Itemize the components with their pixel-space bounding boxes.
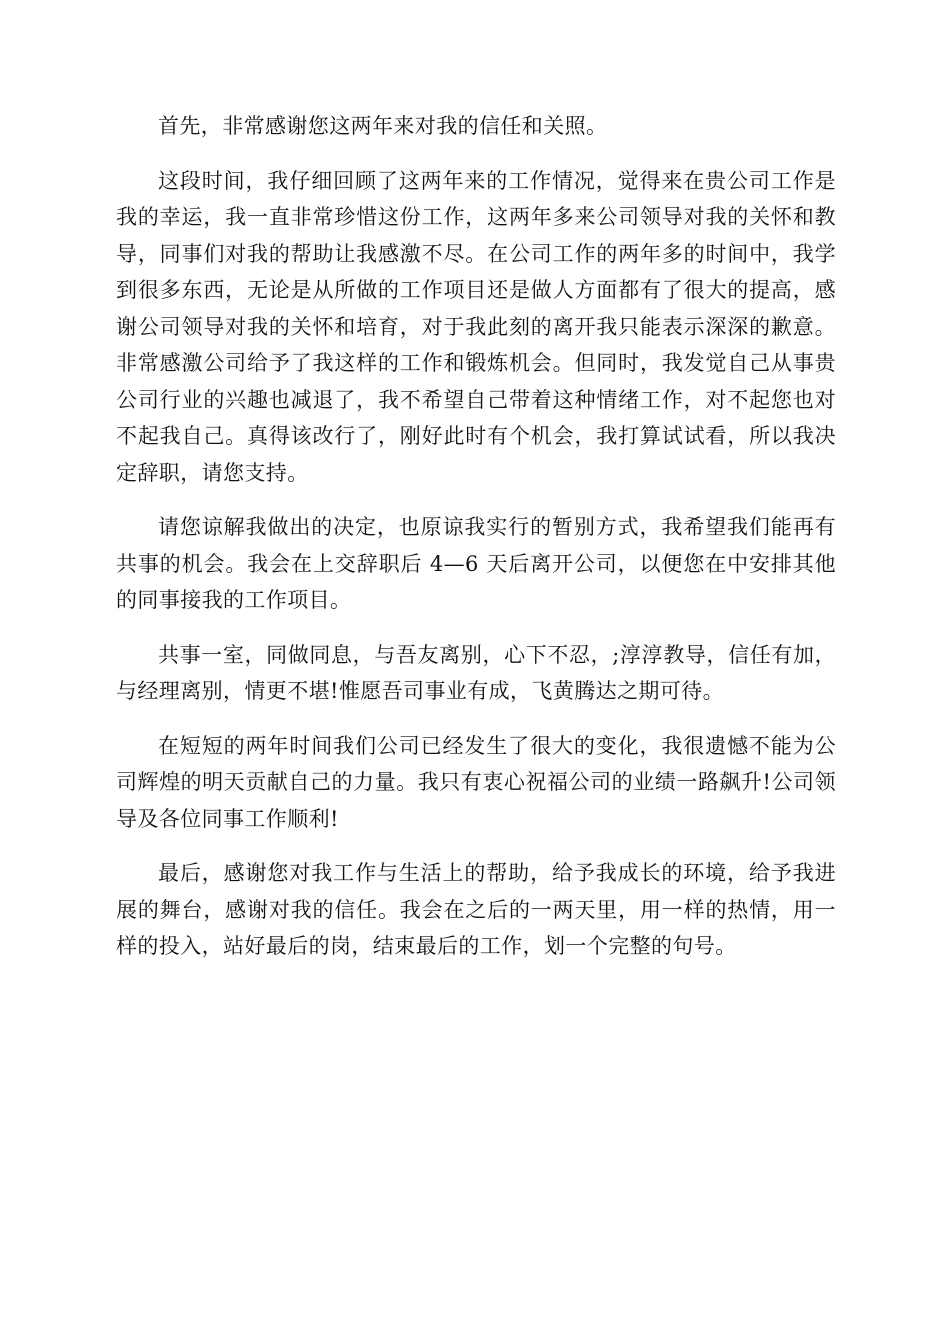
paragraph-departure-plan: 请您谅解我做出的决定，也原谅我实行的暂别方式，我希望我们能再有共事的机会。我会在上交辞职后 4—6 天后离开公司，以便您在中安排其他的同事接我的工作项目。 [116,515,836,612]
paragraph-company-wishes: 在短短的两年时间我们公司已经发生了很大的变化，我很遗憾不能为公司辉煌的明天贡献自己的力量。我只有衷心祝福公司的业绩一路飙升!公司领导及各位同事工作顺利! [116,733,836,831]
paragraph-reflection: 这段时间，我仔细回顾了这两年来的工作情况，觉得来在贵公司工作是我的幸运，我一直非常珍惜这份工作，这两年多来公司领导对我的关怀和教导，同事们对我的帮助让我感激不尽。在公司工作的两年多的时间中，我学到很多东西，无论是从所做的工作项目还是做人方面都有了很大的提高，感谢公司领导对我的关怀和培育，对于我此刻的离开我只能表示深深的歉意。非常感激公司给予了我这样的工作和锻炼机会。但同时，我发觉自己从事贵公司行业的兴趣也减退了，我不希望自己带着这种情绪工作，对不起您也对不起我自己。真得该改行了，刚好此时有个机会，我打算试试看，所以我决定辞职，请您支持。 [116,168,836,485]
paragraph-closing-thanks: 最后，感谢您对我工作与生活上的帮助，给予我成长的环境，给予我进展的舞台，感谢对我的信任。我会在之后的一两天里，用一样的热情，用一样的投入，站好最后的岗，结束最后的工作，划一个完整的句号。 [116,861,836,958]
document-body [116,108,836,983]
paragraph-farewell-colleagues: 共事一室，同做同息，与吾友离别，心下不忍，;淳淳教导，信任有加，与经理离别，情更不堪!惟愿吾司事业有成，飞黄腾达之期可待。 [116,642,836,703]
paragraph-opening-thanks: 首先，非常感谢您这两年来对我的信任和关照。 [158,114,608,138]
